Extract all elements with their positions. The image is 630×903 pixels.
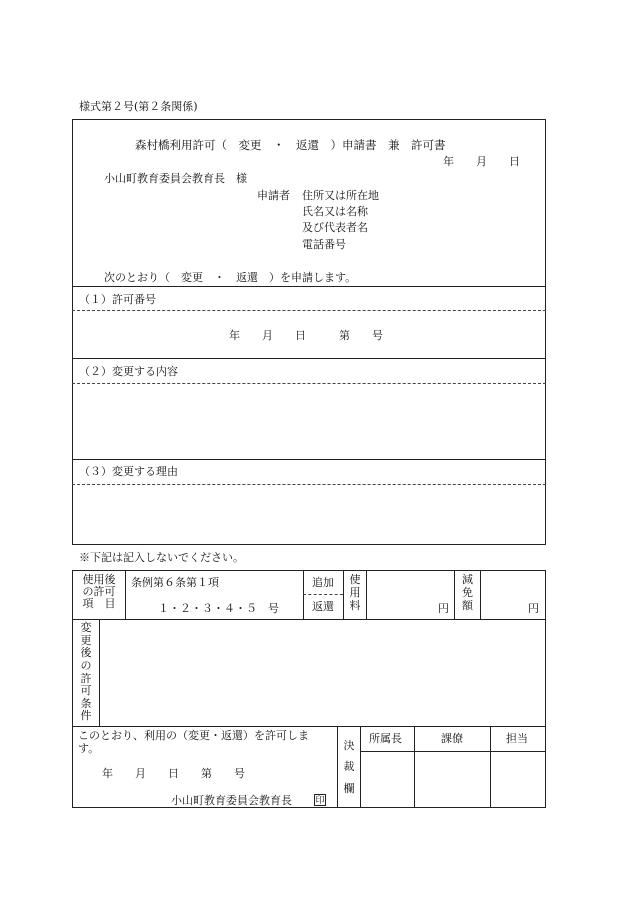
exemption-yen: 円 xyxy=(528,602,539,615)
change-content-field[interactable] xyxy=(73,385,545,458)
label-char: 免 xyxy=(462,585,473,599)
permit-number-title: （１）許可番号 xyxy=(79,293,156,306)
return-option[interactable]: 返還 xyxy=(312,600,334,613)
section-chief-label: 課僚 xyxy=(441,732,463,745)
approval-date: 年 月 日 第 号 xyxy=(102,767,245,780)
addition-option[interactable]: 追加 xyxy=(312,576,334,589)
label-char: 許 xyxy=(80,671,92,685)
addressee: 小山町教育委員会教育長 様 xyxy=(104,172,247,185)
dashed-divider xyxy=(72,383,546,384)
cell-border xyxy=(490,726,491,808)
cell-border xyxy=(125,570,126,619)
date-line: 年 月 日 xyxy=(443,155,520,168)
label-char: 条 xyxy=(80,696,92,710)
applicant-label: 申請者 xyxy=(257,189,290,202)
divider xyxy=(72,358,546,359)
label-char: 欄 xyxy=(343,781,355,795)
cell-border xyxy=(360,726,361,808)
label-char: 更 xyxy=(80,633,92,647)
change-content-title: （２）変更する内容 xyxy=(79,365,178,378)
applicant-address: 住所又は所在地 xyxy=(302,189,379,202)
form-number: 様式第２号(第２条関係) xyxy=(79,100,198,113)
divider xyxy=(72,726,546,727)
dashed-divider xyxy=(72,484,546,485)
label-line: 項 目 xyxy=(82,597,116,611)
post-permit-items-label xyxy=(74,574,124,610)
divider xyxy=(72,459,546,460)
divider xyxy=(360,751,546,752)
divider xyxy=(72,286,546,287)
label-line: の許可 xyxy=(82,585,116,599)
label-char: 可 xyxy=(80,684,92,698)
usage-fee-label xyxy=(344,574,366,613)
label-char: 決 xyxy=(343,739,355,752)
approval-text: このとおり、利用の（変更・返還）を許可しま xyxy=(78,729,309,742)
approver: 小山町教育委員会教育長 xyxy=(171,794,292,807)
dashed-divider xyxy=(303,594,343,595)
usage-fee-yen: 円 xyxy=(438,602,449,615)
dept-head-label: 所属長 xyxy=(369,732,402,745)
change-reason-title: （３）変更する理由 xyxy=(79,465,178,478)
ordinance-label: 条例第６条第１項 xyxy=(131,576,219,589)
applicant-name: 氏名又は名称 xyxy=(302,205,368,218)
applicant-phone: 電話番号 xyxy=(302,238,346,251)
exemption-label xyxy=(455,574,480,613)
ordinance-numbers: １・２・３・４・５ 号 xyxy=(158,602,279,615)
seal-mark: 印 xyxy=(315,796,325,806)
label-char: 後 xyxy=(80,646,92,660)
decision-label xyxy=(338,735,360,799)
label-char: 変 xyxy=(80,621,92,634)
applicant-representative: 及び代表者名 xyxy=(302,221,368,234)
approval-text-cont: す。 xyxy=(78,742,100,755)
label-char: の xyxy=(80,658,92,672)
change-reason-field[interactable] xyxy=(73,486,545,544)
label-char: 裁 xyxy=(343,760,355,774)
post-conditions-label xyxy=(75,622,97,723)
label-char: 額 xyxy=(462,598,473,612)
post-conditions-field[interactable] xyxy=(100,620,545,725)
label-char: 用 xyxy=(349,585,361,599)
dashed-divider xyxy=(72,310,546,311)
cell-border xyxy=(366,570,367,619)
office-note: ※下記は記入しないでください。 xyxy=(79,551,244,564)
person-in-charge-label: 担当 xyxy=(506,732,528,745)
form-title: 森村橋利用許可（ 変更 ・ 返還 ）申請書 兼 許可書 xyxy=(135,138,446,152)
permit-number-line: 年 月 日 第 号 xyxy=(229,329,383,342)
label-char: 減 xyxy=(462,573,473,586)
cell-border xyxy=(414,726,415,808)
label-line: 使用後 xyxy=(82,573,116,586)
label-char: 料 xyxy=(349,598,361,612)
label-char: 使 xyxy=(349,573,361,586)
cell-border xyxy=(480,570,481,619)
request-statement: 次のとおり（ 変更 ・ 返還 ）を申請します。 xyxy=(104,271,357,284)
label-char: 件 xyxy=(80,709,92,723)
